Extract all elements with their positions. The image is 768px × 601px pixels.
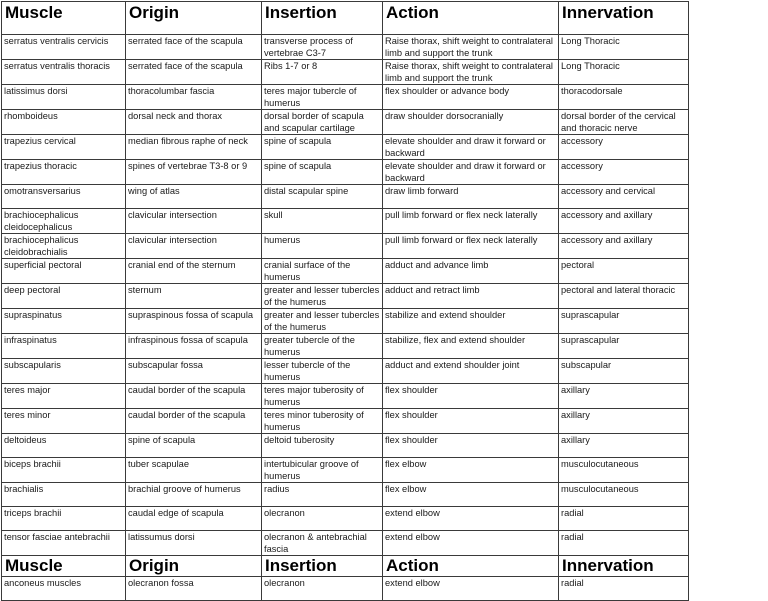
cell-innervation: accessory and axillary — [559, 234, 689, 259]
cell-origin: brachial groove of humerus — [126, 483, 262, 507]
cell-origin: latissumus dorsi — [126, 531, 262, 556]
cell-origin: caudal border of the scapula — [126, 384, 262, 409]
cell-origin: dorsal neck and thorax — [126, 110, 262, 135]
cell-action: extend elbow — [383, 577, 559, 601]
cell-insertion: skull — [262, 209, 383, 234]
cell-insertion: spine of scapula — [262, 135, 383, 160]
cell-action: flex shoulder or advance body — [383, 85, 559, 110]
table-body — [2, 35, 689, 556]
cell-innervation: pectoral and lateral thoracic — [559, 284, 689, 309]
cell-insertion: olecranon — [262, 507, 383, 531]
cell-innervation: radial — [559, 531, 689, 556]
cell-innervation: accessory — [559, 135, 689, 160]
cell-muscle: teres minor — [2, 409, 126, 434]
cell-insertion: cranial surface of the humerus — [262, 259, 383, 284]
cell-insertion: greater and lesser tubercles of the humerus — [262, 284, 383, 309]
cell-muscle: biceps brachii — [2, 458, 126, 483]
cell-origin: caudal border of the scapula — [126, 409, 262, 434]
cell-origin: thoracolumbar fascia — [126, 85, 262, 110]
header-insertion: Insertion — [262, 2, 383, 35]
cell-insertion: teres minor tuberosity of humerus — [262, 409, 383, 434]
cell-muscle: deltoideus — [2, 434, 126, 458]
cell-origin: olecranon fossa — [126, 577, 262, 601]
cell-muscle: trapezius cervical — [2, 135, 126, 160]
table-row — [2, 309, 689, 334]
cell-insertion: transverse process of vertebrae C3-7 — [262, 35, 383, 60]
header-innervation: Innervation — [559, 556, 689, 577]
cell-innervation: pectoral — [559, 259, 689, 284]
table-row — [2, 259, 689, 284]
cell-origin: serrated face of the scapula — [126, 60, 262, 85]
cell-innervation: suprascapular — [559, 334, 689, 359]
header-muscle: Muscle — [2, 556, 126, 577]
cell-action: stabilize and extend shoulder — [383, 309, 559, 334]
cell-origin: cranial end of the sternum — [126, 259, 262, 284]
cell-muscle: serratus ventralis cervicis — [2, 35, 126, 60]
cell-innervation: accessory and cervical — [559, 185, 689, 209]
table-row — [2, 135, 689, 160]
cell-origin: spines of vertebrae T3-8 or 9 — [126, 160, 262, 185]
table-row — [2, 60, 689, 85]
cell-innervation: axillary — [559, 434, 689, 458]
table-row — [2, 209, 689, 234]
cell-innervation: accessory — [559, 160, 689, 185]
cell-action: extend elbow — [383, 531, 559, 556]
cell-action: pull limb forward or flex neck laterally — [383, 209, 559, 234]
cell-muscle: latissimus dorsi — [2, 85, 126, 110]
cell-muscle: tensor fasciae antebrachii — [2, 531, 126, 556]
cell-muscle: deep pectoral — [2, 284, 126, 309]
header-origin: Origin — [126, 556, 262, 577]
cell-innervation: suprascapular — [559, 309, 689, 334]
cell-innervation: radial — [559, 577, 689, 601]
cell-muscle: subscapularis — [2, 359, 126, 384]
cell-origin: median fibrous raphe of neck — [126, 135, 262, 160]
cell-muscle: brachiocephalicus cleidobrachialis — [2, 234, 126, 259]
cell-muscle: serratus ventralis thoracis — [2, 60, 126, 85]
header-origin: Origin — [126, 2, 262, 35]
cell-innervation: musculocutaneous — [559, 458, 689, 483]
table-row — [2, 458, 689, 483]
table-row — [2, 577, 689, 601]
cell-muscle: omotransversarius — [2, 185, 126, 209]
cell-insertion: teres major tubercle of humerus — [262, 85, 383, 110]
table-row — [2, 85, 689, 110]
cell-muscle: trapezius thoracic — [2, 160, 126, 185]
cell-origin: spine of scapula — [126, 434, 262, 458]
table-row — [2, 409, 689, 434]
table-row — [2, 359, 689, 384]
table-row — [2, 531, 689, 556]
table-row — [2, 160, 689, 185]
table-header-row-repeat — [2, 556, 689, 577]
cell-action: flex shoulder — [383, 409, 559, 434]
cell-action: adduct and advance limb — [383, 259, 559, 284]
cell-action: adduct and retract limb — [383, 284, 559, 309]
cell-muscle: superficial pectoral — [2, 259, 126, 284]
cell-innervation: axillary — [559, 409, 689, 434]
table-body-after-repeat — [2, 577, 689, 601]
cell-insertion: teres major tuberosity of humerus — [262, 384, 383, 409]
cell-innervation: Long Thoracic — [559, 60, 689, 85]
cell-innervation: axillary — [559, 384, 689, 409]
cell-muscle: brachialis — [2, 483, 126, 507]
cell-action: flex shoulder — [383, 384, 559, 409]
cell-insertion: olecranon — [262, 577, 383, 601]
cell-action: Raise thorax, shift weight to contralateral limb and support the trunk — [383, 35, 559, 60]
table-row — [2, 334, 689, 359]
cell-origin: sternum — [126, 284, 262, 309]
table-row — [2, 434, 689, 458]
table-row — [2, 507, 689, 531]
header-action: Action — [383, 2, 559, 35]
cell-insertion: deltoid tuberosity — [262, 434, 383, 458]
cell-muscle: anconeus muscles — [2, 577, 126, 601]
table-row — [2, 35, 689, 60]
cell-muscle: brachiocephalicus cleidocephalicus — [2, 209, 126, 234]
cell-origin: subscapular fossa — [126, 359, 262, 384]
cell-insertion: dorsal border of scapula and scapular cartilage — [262, 110, 383, 135]
cell-muscle: infraspinatus — [2, 334, 126, 359]
cell-innervation: musculocutaneous — [559, 483, 689, 507]
cell-action: extend elbow — [383, 507, 559, 531]
cell-muscle: rhomboideus — [2, 110, 126, 135]
cell-innervation: dorsal border of the cervical and thoracic nerve — [559, 110, 689, 135]
cell-origin: serrated face of the scapula — [126, 35, 262, 60]
cell-insertion: greater and lesser tubercles of the humerus — [262, 309, 383, 334]
cell-innervation: radial — [559, 507, 689, 531]
cell-innervation: thoracodorsale — [559, 85, 689, 110]
cell-muscle: teres major — [2, 384, 126, 409]
cell-origin: supraspinous fossa of scapula — [126, 309, 262, 334]
table-row — [2, 234, 689, 259]
cell-origin: tuber scapulae — [126, 458, 262, 483]
cell-insertion: lesser tubercle of the humerus — [262, 359, 383, 384]
header-action: Action — [383, 556, 559, 577]
cell-action: adduct and extend shoulder joint — [383, 359, 559, 384]
cell-insertion: olecranon & antebrachial fascia — [262, 531, 383, 556]
cell-action: draw limb forward — [383, 185, 559, 209]
cell-action: flex elbow — [383, 458, 559, 483]
cell-origin: clavicular intersection — [126, 209, 262, 234]
cell-action: flex shoulder — [383, 434, 559, 458]
cell-innervation: subscapular — [559, 359, 689, 384]
cell-action: flex elbow — [383, 483, 559, 507]
cell-action: stabilize, flex and extend shoulder — [383, 334, 559, 359]
cell-action: Raise thorax, shift weight to contralateral limb and support the trunk — [383, 60, 559, 85]
cell-innervation: Long Thoracic — [559, 35, 689, 60]
cell-action: elevate shoulder and draw it forward or backward — [383, 160, 559, 185]
cell-origin: clavicular intersection — [126, 234, 262, 259]
cell-action: pull limb forward or flex neck laterally — [383, 234, 559, 259]
cell-insertion: radius — [262, 483, 383, 507]
cell-muscle: supraspinatus — [2, 309, 126, 334]
cell-insertion: intertubicular groove of humerus — [262, 458, 383, 483]
cell-action: elevate shoulder and draw it forward or backward — [383, 135, 559, 160]
muscle-table — [1, 1, 689, 601]
cell-insertion: Ribs 1-7 or 8 — [262, 60, 383, 85]
table-row — [2, 384, 689, 409]
cell-innervation: accessory and axillary — [559, 209, 689, 234]
cell-insertion: spine of scapula — [262, 160, 383, 185]
table-row — [2, 185, 689, 209]
cell-origin: wing of atlas — [126, 185, 262, 209]
cell-origin: caudal edge of scapula — [126, 507, 262, 531]
cell-origin: infraspinous fossa of scapula — [126, 334, 262, 359]
header-insertion: Insertion — [262, 556, 383, 577]
table-row — [2, 284, 689, 309]
cell-insertion: humerus — [262, 234, 383, 259]
table-header-row — [2, 2, 689, 35]
table-row — [2, 110, 689, 135]
table-row — [2, 483, 689, 507]
header-muscle: Muscle — [2, 2, 126, 35]
cell-insertion: greater tubercle of the humerus — [262, 334, 383, 359]
cell-action: draw shoulder dorsocranially — [383, 110, 559, 135]
header-innervation: Innervation — [559, 2, 689, 35]
cell-insertion: distal scapular spine — [262, 185, 383, 209]
cell-muscle: triceps brachii — [2, 507, 126, 531]
